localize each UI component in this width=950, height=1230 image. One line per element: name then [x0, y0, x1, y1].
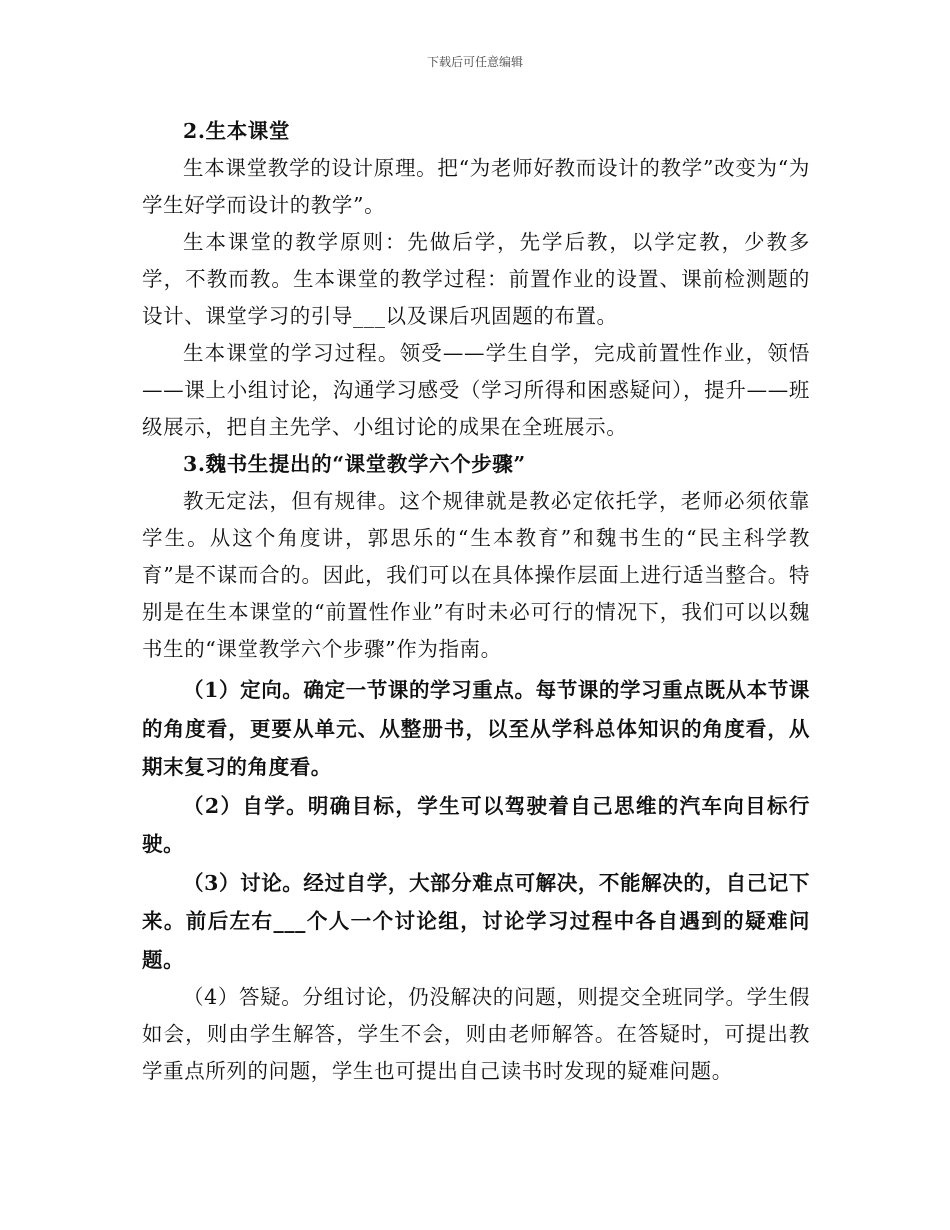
step-2-self-study: （2）自学。明确目标，学生可以驾驶着自己思维的汽车向目标行驶。	[142, 793, 810, 856]
paragraph-learning-process: 生本课堂的学习过程。领受——学生自学，完成前置性作业，领悟——课上小组讨论，沟通学习感受（学习所得和困惑疑问），提升——班级展示，把自主先学、小组讨论的成果在全班展示。	[142, 341, 810, 439]
paragraph-no-fixed-method: 教无定法，但有规律。这个规律就是教必定依托学，老师必须依靠学生。从这个角度讲，郭思乐的“生本教育”和魏书生的“民主科学教育”是不谋而合的。因此，我们可以在具体操作层面上进行适当整合。特别是在生本课堂的“前置性作业”有时未必可行的情况下，我们可以以魏书生的“课堂教学六个步骤”作为指南。	[142, 489, 810, 661]
paragraph-design-principle: 生本课堂教学的设计原理。把“为老师好教而设计的教学”改变为“为学生好学而设计的教学”。	[142, 156, 810, 217]
section-heading-3: 3.魏书生提出的“课堂教学六个步骤”	[183, 452, 526, 476]
step-1-orientation: （1）定向。确定一节课的学习重点。每节课的学习重点既从本节课的角度看，更要从单元、从整册书，以至从学科总体知识的角度看，从期末复习的角度看。	[142, 678, 810, 779]
page-header-note: 下载后可任意编辑	[426, 55, 523, 69]
section-heading-2: 2.生本课堂	[183, 119, 291, 143]
step-4-answering: （4）答疑。分组讨论，仍没解决的问题，则提交全班同学。学生假如会，则由学生解答，学生不会，则由老师解答。在答疑时，可提出教学重点所列的问题，学生也可提出自己读书时发现的疑难问题。	[142, 985, 810, 1083]
paragraph-teaching-principle: 生本课堂的教学原则：先做后学，先学后教，以学定教，少教多学，不教而教。生本课堂的教学过程：前置作业的设置、课前检测题的设计、课堂学习的引导___以及课后巩固题的布置。	[142, 230, 810, 328]
document-body	[142, 113, 810, 1090]
step-3-discussion: （3）讨论。经过自学，大部分难点可解决，不能解决的，自己记下来。前后左右___个人一个讨论组，讨论学习过程中各自遇到的疑难问题。	[142, 870, 810, 972]
